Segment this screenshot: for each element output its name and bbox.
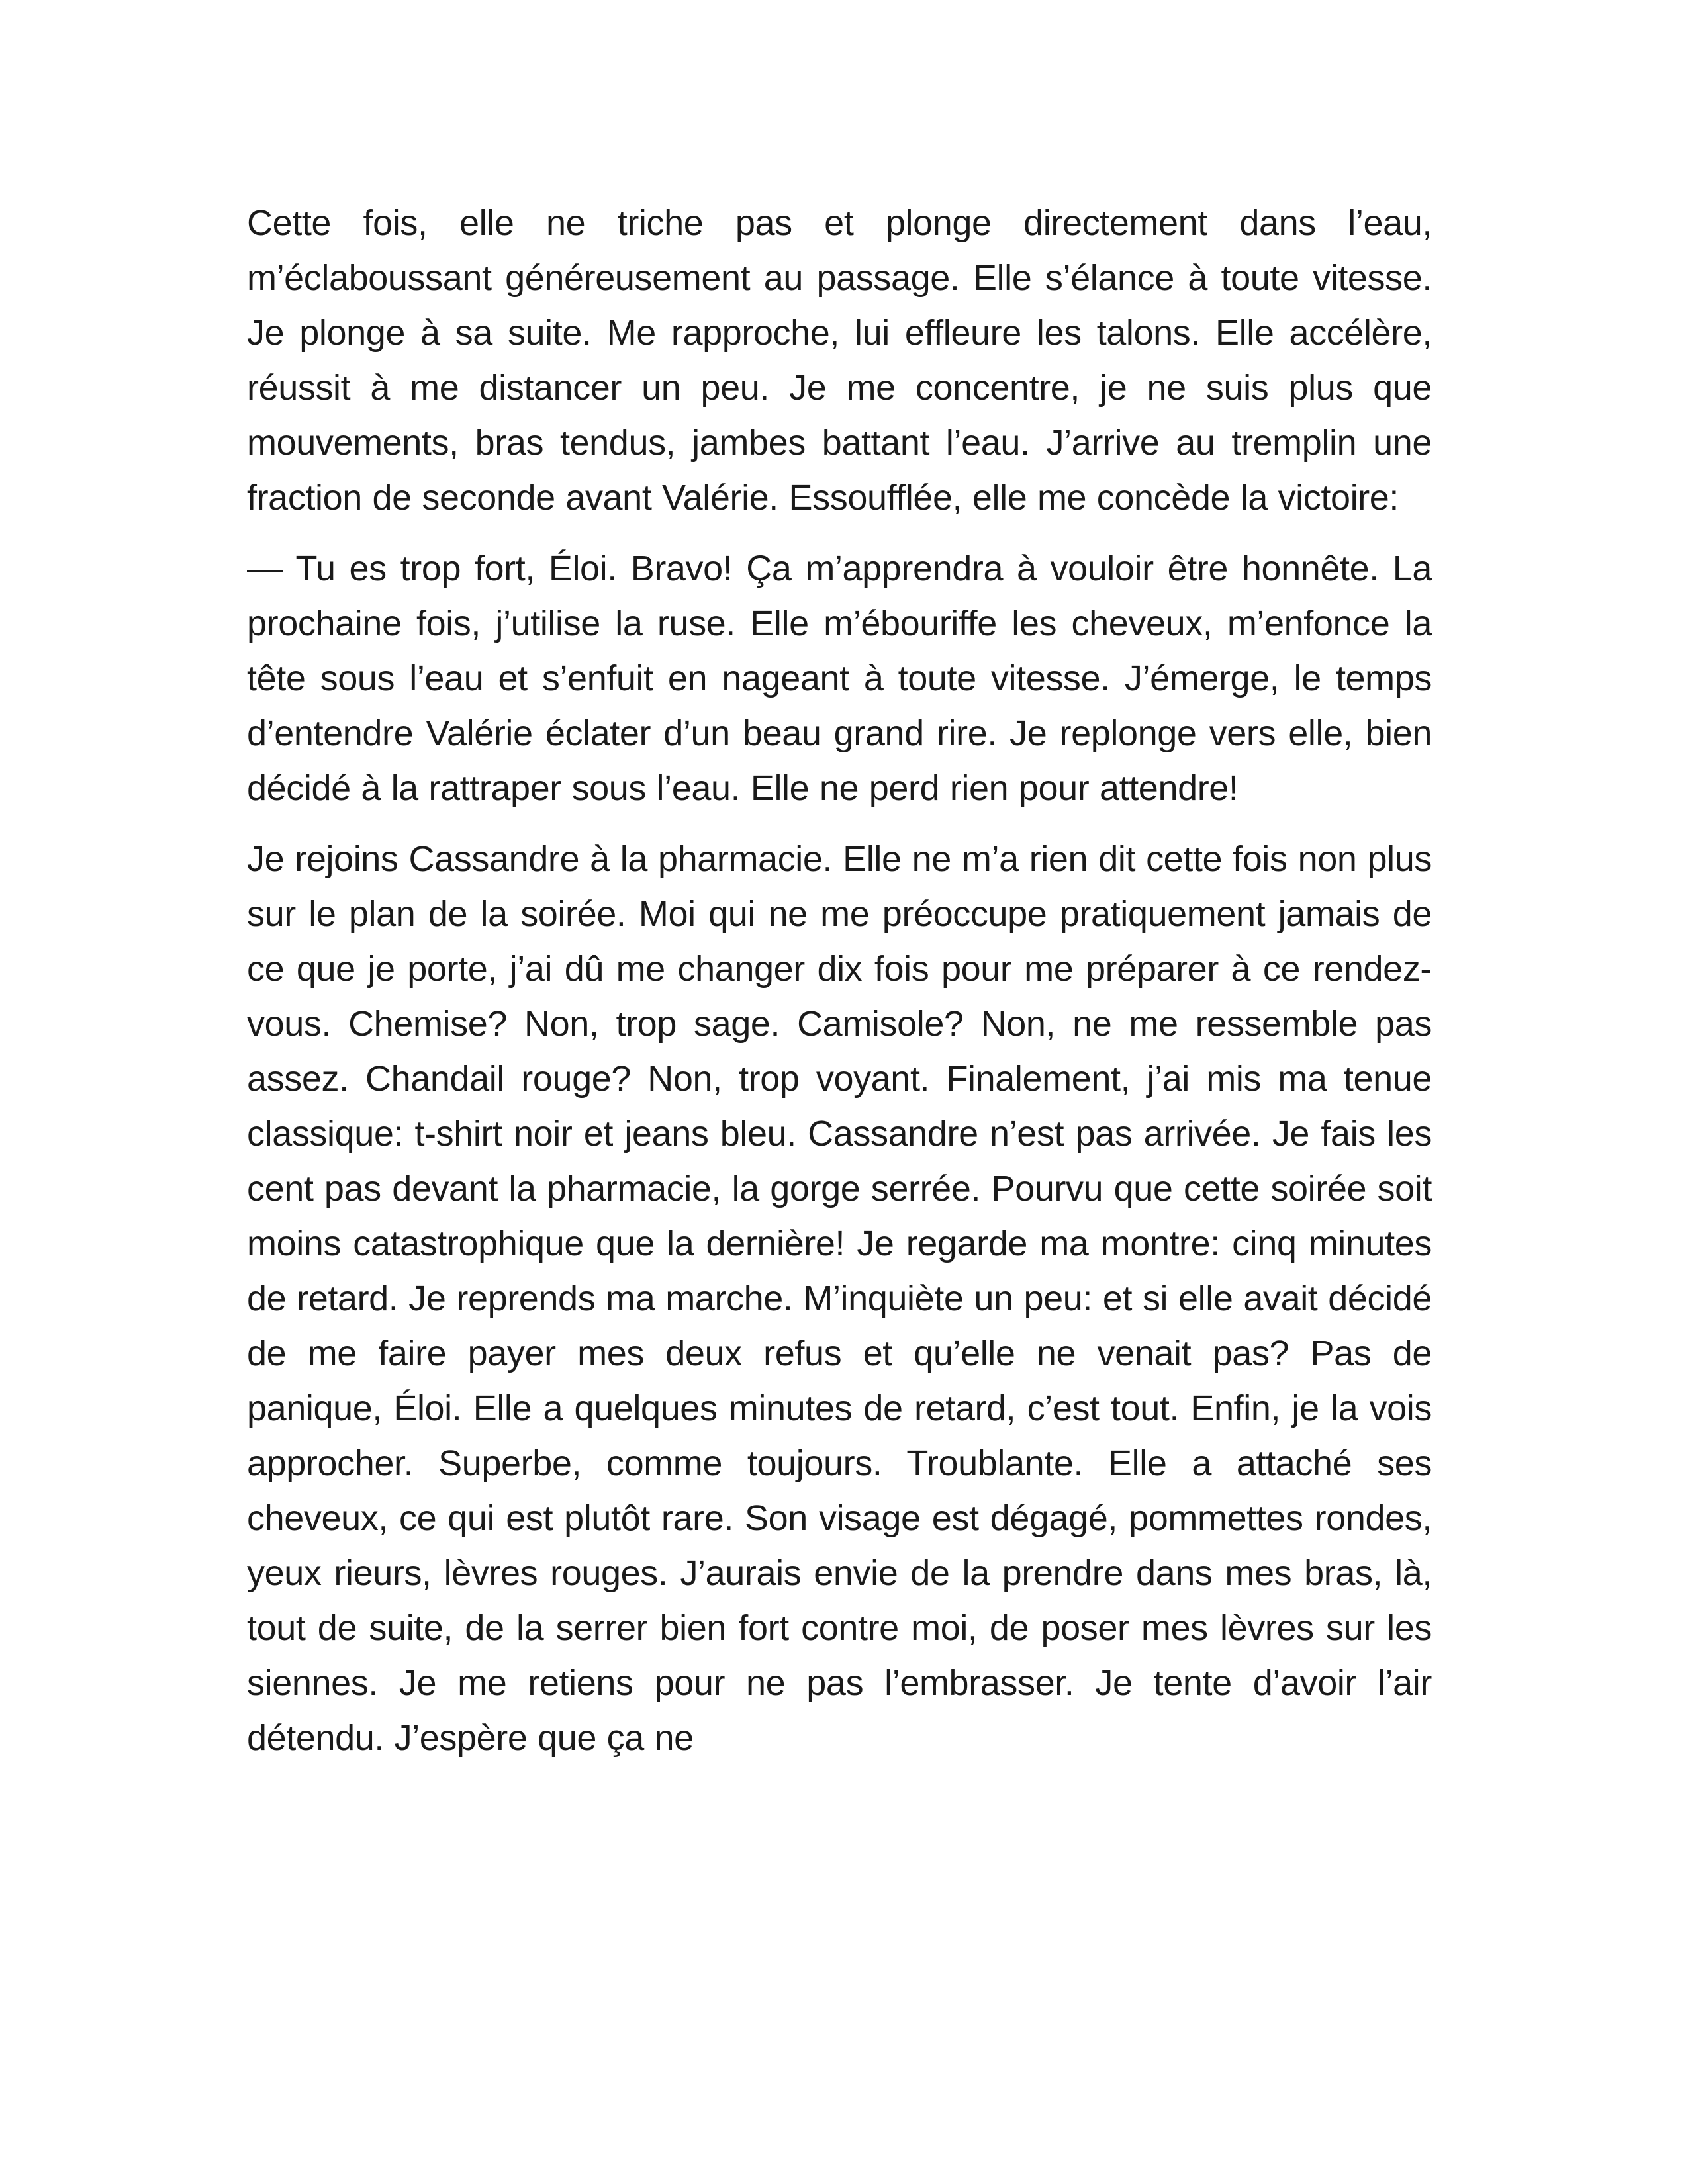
body-text	[247, 196, 1432, 1766]
paragraph-1: Cette fois, elle ne triche pas et plonge directement dans l’eau, m’éclaboussant généreusement au passage. Elle s’élance à toute vitesse. Je plonge à sa suite. Me rapproche, lui effleure les talons. Elle accélère, réussit à me distancer un peu. Je me concentre, je ne suis plus que mouvements, bras tendus, jambes battant l’eau. J’arrive au tremplin une fraction de seconde avant Valérie. Essoufflée, elle me concède la victoire:	[247, 203, 1432, 518]
paragraph-2: — Tu es trop fort, Éloi. Bravo! Ça m’apprendra à vouloir être honnête. La prochaine fois, j’utilise la ruse. Elle m’ébouriffe les cheveux, m’enfonce la tête sous l’eau et s’enfuit en nageant à toute vitesse. J’émerge, le temps d’entendre Valérie éclater d’un beau grand rire. Je replonge vers elle, bien décidé à la rattraper sous l’eau. Elle ne perd rien pour attendre!	[247, 549, 1432, 808]
paragraph-3: Je rejoins Cassandre à la pharmacie. Elle ne m’a rien dit cette fois non plus sur le plan de la soirée. Moi qui ne me préoccupe pratiquement jamais de ce que je porte, j’ai dû me changer dix fois pour me préparer à ce rendez-vous. Chemise? Non, trop sage. Camisole? Non, ne me ressemble pas assez. Chandail rouge? Non, trop voyant. Finalement, j’ai mis ma tenue classique: t-shirt noir et jeans bleu. Cassandre n’est pas arrivée. Je fais les cent pas devant la pharmacie, la gorge serrée. Pourvu que cette soirée soit moins catastrophique que la dernière! Je regarde ma montre: cinq minutes de retard. Je reprends ma marche. M’inquiète un peu: et si elle avait décidé de me faire payer mes deux refus et qu’elle ne venait pas? Pas de panique, Éloi. Elle a quelques minutes de retard, c’est tout. Enfin, je la vois approcher. Superbe, comme toujours. Troublante. Elle a attaché ses cheveux, ce qui est plutôt rare. Son visage est dégagé, pommettes rondes, yeux rieurs, lèvres rouges. J’aurais envie de la prendre dans mes bras, là, tout de suite, de la serrer bien fort contre moi, de poser mes lèvres sur les siennes. Je me retiens pour ne pas l’embrasser. Je tente d’avoir l’air détendu. J’espère que ça ne	[247, 839, 1432, 1758]
